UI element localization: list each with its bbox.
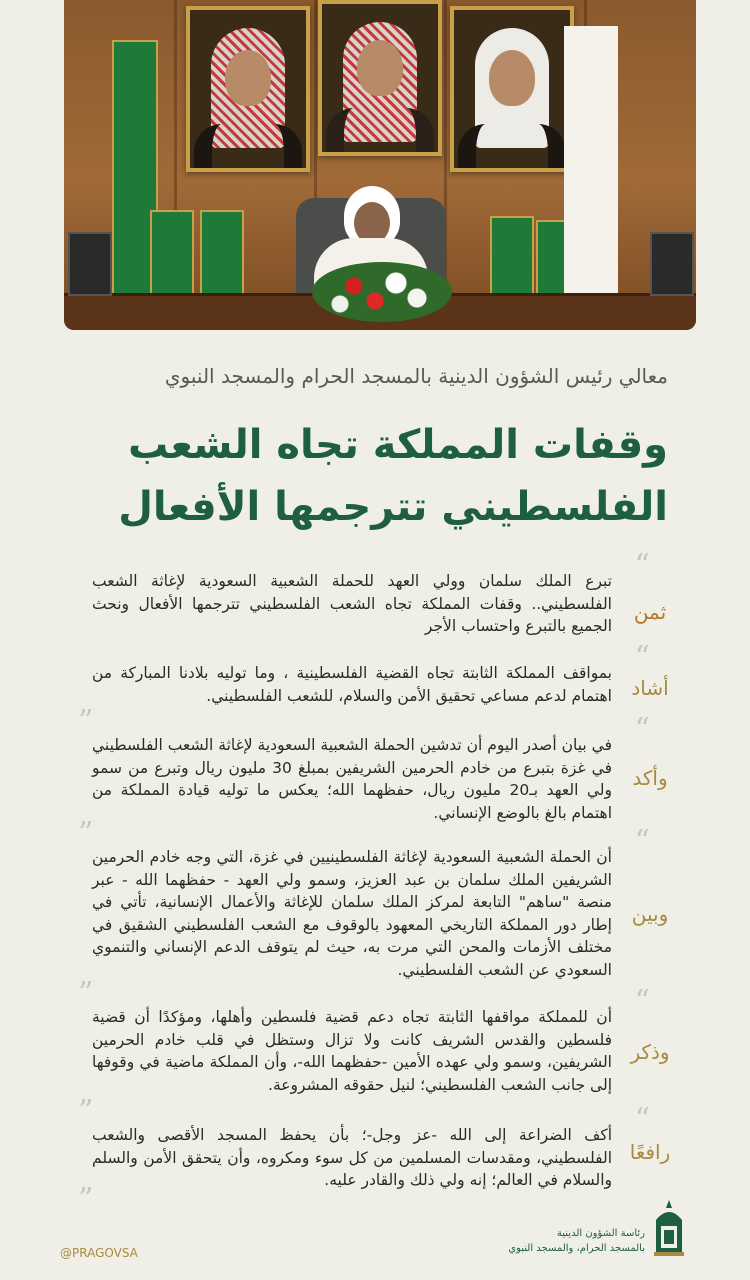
section-text: تبرع الملك سلمان وولي العهد للحملة الشعبية السعودية لإغاثة الشعب الفلسطيني.. وقفات المملكة تجاه الشعب الفلسطيني تترجمها الأفعال ونحث الجميع بالتبرع واحتساب الأجر [92,572,612,635]
page-title [48,414,668,538]
title-line-1: وقفات المملكة تجاه الشعب [128,422,668,468]
social-handle: @PRAGOVSA [60,1246,138,1260]
portrait-center [318,0,442,156]
section-text: بمواقف المملكة الثابتة تجاه القضية الفلسطينية ، وما توليه بلادنا المباركة من اهتمام لدعم مساعي تحقيق الأمن والسلام، للشعب الفلسطيني. [92,664,612,705]
quote-close-icon: ” [78,816,94,851]
quote-close-icon: ” [78,1094,94,1129]
section-label: وأكد [632,766,668,790]
portrait-left [186,6,310,172]
section-label: أشاد [631,676,669,700]
logo-line-2: بالمسجد الحرام، والمسجد النبوي [508,1243,645,1254]
quote-open-icon: “ [634,640,650,675]
section-text: في بيان أصدر اليوم أن تدشين الحملة الشعبية السعودية لإغاثة الشعب الفلسطيني في غزة بتبرع من خادم الحرمين الشريفين بمبلغ 30 مليون ريال وتبرع من سمو ولي العهد بـ20 مليون ريال، حفظهما الله؛ يعكس ما توليه قيادة المملكة من اهتمام بالغ بالوضع الإنساني. [92,736,612,822]
section-text: أن الحملة الشعبية السعودية لإغاثة الفلسطينيين في غزة، التي وجه خادم الحرمين الشريفين الملك سلمان بن عبد العزيز، وسمو ولي العهد - حفظهما الله - عبر منصة "ساهم" التابعة لمركز الملك سلمان للإغاثة والأعمال الإنسانية، تأتي في إطار دور المملكة التاريخي المعهود بالوقوف مع الشعب الفلسطيني الشقيق في مختلف الأزمات والمحن التي مرت به، حيث لم يتوقف الدعم الإنساني والتنموي السعودي عن الشعب الفلسطيني. [92,848,612,979]
flower-arrangement [312,262,452,322]
section-label: وبين [631,902,669,926]
title-line-2: الفلسطيني تترجمها الأفعال [118,484,668,530]
portrait-right [450,6,574,172]
logo-line-1: رئاسة الشؤون الدينية [556,1228,645,1239]
quote-close-icon: ” [78,1182,94,1217]
quote-open-icon: “ [634,824,650,859]
quote-close-icon: ” [78,704,94,739]
quote-open-icon: “ [634,712,650,747]
quote-close-icon: ” [78,976,94,1011]
quote-open-icon: “ [634,984,650,1019]
flag-white [564,26,618,306]
logo-text [505,1226,645,1256]
section-label: ثمن [633,600,667,624]
subtitle: معالي رئيس الشؤون الدينية بالمسجد الحرام والمسجد النبوي [164,364,668,388]
monitor [650,232,694,296]
monitor [68,232,112,296]
section-label: وذكر [630,1040,670,1064]
section-label: رافعًا [629,1140,671,1164]
quote-open-icon: “ [634,548,650,583]
header-photo [64,0,696,330]
section-text: أكف الضراعة إلى الله -عز وجل-؛ بأن يحفظ المسجد الأقصى والشعب الفلسطيني، ومقدسات المسلمين من كل سوء ومكروه، وأن يتحقق الأمن والسلم والسلام في العالم؛ إنه ولي ذلك والقادر عليه. [92,1126,612,1189]
quote-open-icon: “ [634,1102,650,1137]
section-text: أن للمملكة مواقفها الثابتة تجاه دعم قضية فلسطين وأهلها، ومؤكدًا أن قضية فلسطين والقدس الشريف كانت ولا تزال وستظل في قلب خادم الحرمين الشريفين، وسمو ولي عهده الأمين -حفظهما الله-، وأن المملكة ماضية في وقوفها إلى جانب الشعب الفلسطيني؛ لنيل حقوقه المشروعة. [92,1008,612,1094]
presidency-logo-icon [652,1198,686,1258]
